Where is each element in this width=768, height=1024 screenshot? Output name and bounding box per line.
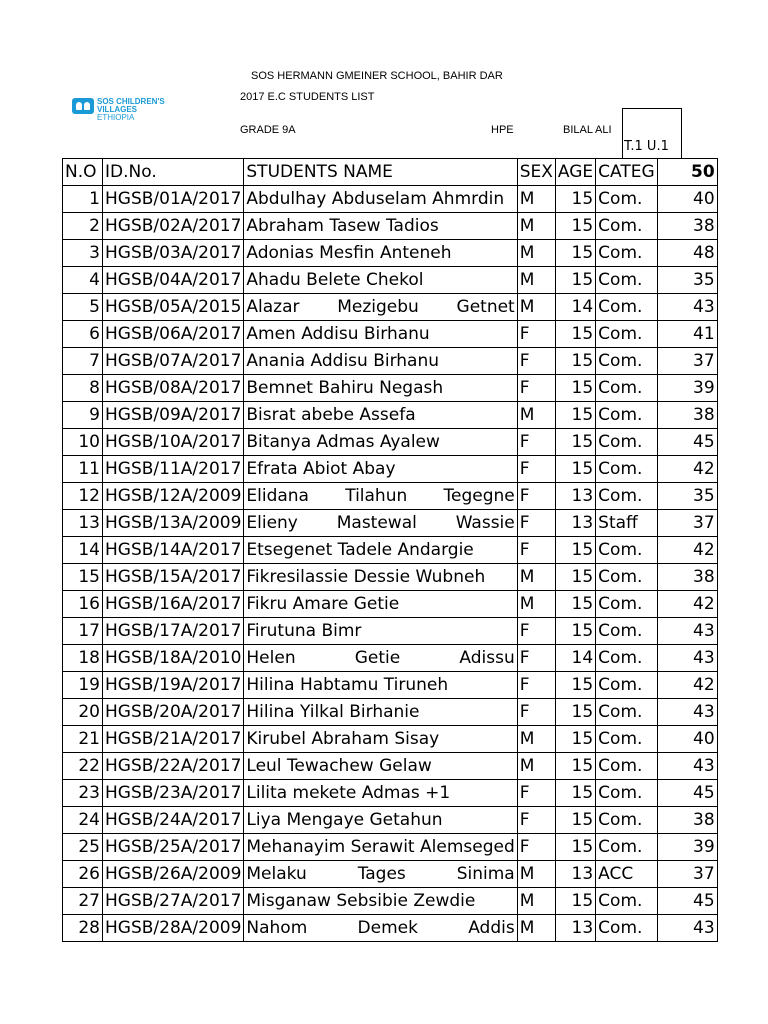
cell-id: HGSB/08A/2017 — [103, 375, 244, 402]
table-row — [63, 591, 718, 618]
cell-number: 14 — [63, 537, 103, 564]
cell-sex: F — [517, 321, 555, 348]
cell-score: 43 — [657, 915, 717, 942]
table-row — [63, 510, 718, 537]
cell-score: 42 — [657, 672, 717, 699]
cell-sex: M — [517, 213, 555, 240]
cell-score: 43 — [657, 294, 717, 321]
cell-student-name: Nahom Demek Addis — [244, 915, 517, 942]
table-header-row — [63, 159, 718, 186]
cell-score: 41 — [657, 321, 717, 348]
cell-student-name: Fikru Amare Getie — [244, 591, 517, 618]
cell-score: 37 — [657, 510, 717, 537]
cell-age: 15 — [555, 186, 595, 213]
cell-student-name: Elieny Mastewal Wassie — [244, 510, 517, 537]
cell-category: Com. — [596, 456, 657, 483]
cell-category: Com. — [596, 483, 657, 510]
cell-category: Com. — [596, 699, 657, 726]
cell-age: 15 — [555, 807, 595, 834]
cell-score: 42 — [657, 591, 717, 618]
cell-score: 35 — [657, 267, 717, 294]
cell-age: 15 — [555, 672, 595, 699]
logo-line-1: SOS CHILDREN'S — [97, 97, 165, 106]
cell-sex: M — [517, 294, 555, 321]
cell-score: 45 — [657, 429, 717, 456]
cell-number: 8 — [63, 375, 103, 402]
cell-student-name: Bisrat abebe Assefa — [244, 402, 517, 429]
cell-category: Com. — [596, 591, 657, 618]
cell-number: 22 — [63, 753, 103, 780]
column-header-category: CATEG — [596, 159, 657, 186]
cell-number: 4 — [63, 267, 103, 294]
cell-score: 48 — [657, 240, 717, 267]
cell-age: 15 — [555, 699, 595, 726]
cell-student-name: Lilita mekete Admas +1 — [244, 780, 517, 807]
table-row — [63, 618, 718, 645]
cell-age: 15 — [555, 456, 595, 483]
cell-student-name: Alazar Mezigebu Getnet — [244, 294, 517, 321]
cell-sex: F — [517, 618, 555, 645]
cell-number: 23 — [63, 780, 103, 807]
cell-id: HGSB/23A/2017 — [103, 780, 244, 807]
cell-number: 7 — [63, 348, 103, 375]
table-row — [63, 861, 718, 888]
cell-number: 24 — [63, 807, 103, 834]
cell-id: HGSB/07A/2017 — [103, 348, 244, 375]
cell-student-name: Hilina Habtamu Tiruneh — [244, 672, 517, 699]
cell-number: 21 — [63, 726, 103, 753]
cell-id: HGSB/26A/2009 — [103, 861, 244, 888]
list-title: 2017 E.C STUDENTS LIST — [240, 91, 375, 103]
cell-id: HGSB/27A/2017 — [103, 888, 244, 915]
cell-category: Com. — [596, 294, 657, 321]
column-header-number: N.O — [63, 159, 103, 186]
cell-age: 15 — [555, 834, 595, 861]
cell-id: HGSB/03A/2017 — [103, 240, 244, 267]
cell-score: 42 — [657, 537, 717, 564]
cell-category: Staff — [596, 510, 657, 537]
cell-age: 15 — [555, 753, 595, 780]
cell-student-name: Firutuna Bimr — [244, 618, 517, 645]
table-row — [63, 753, 718, 780]
cell-number: 28 — [63, 915, 103, 942]
cell-student-name: Hilina Yilkal Birhanie — [244, 699, 517, 726]
cell-sex: F — [517, 834, 555, 861]
cell-sex: F — [517, 483, 555, 510]
cell-number: 17 — [63, 618, 103, 645]
cell-age: 15 — [555, 537, 595, 564]
cell-id: HGSB/06A/2017 — [103, 321, 244, 348]
logo-line-2: VILLAGES — [97, 105, 138, 114]
grade-label: GRADE 9A — [240, 124, 296, 136]
cell-category: Com. — [596, 213, 657, 240]
cell-number: 20 — [63, 699, 103, 726]
cell-score: 38 — [657, 807, 717, 834]
cell-category: Com. — [596, 672, 657, 699]
cell-score: 38 — [657, 402, 717, 429]
cell-student-name: Abraham Tasew Tadios — [244, 213, 517, 240]
cell-age: 13 — [555, 861, 595, 888]
cell-sex: F — [517, 510, 555, 537]
cell-category: Com. — [596, 780, 657, 807]
cell-number: 16 — [63, 591, 103, 618]
cell-student-name: Leul Tewachew Gelaw — [244, 753, 517, 780]
cell-age: 15 — [555, 240, 595, 267]
cell-category: Com. — [596, 726, 657, 753]
table-row — [63, 564, 718, 591]
cell-id: HGSB/12A/2009 — [103, 483, 244, 510]
subject-label: HPE — [491, 124, 514, 136]
cell-student-name: Adonias Mesfin Anteneh — [244, 240, 517, 267]
cell-sex: M — [517, 564, 555, 591]
cell-sex: M — [517, 753, 555, 780]
cell-category: Com. — [596, 402, 657, 429]
cell-category: Com. — [596, 807, 657, 834]
table-row — [63, 213, 718, 240]
cell-id: HGSB/18A/2010 — [103, 645, 244, 672]
column-header-age: AGE — [555, 159, 595, 186]
cell-score: 38 — [657, 213, 717, 240]
cell-student-name: Elidana Tilahun Tegegne — [244, 483, 517, 510]
cell-score: 40 — [657, 186, 717, 213]
cell-category: Com. — [596, 888, 657, 915]
cell-score: 39 — [657, 375, 717, 402]
table-row — [63, 915, 718, 942]
cell-sex: F — [517, 699, 555, 726]
cell-student-name: Ahadu Belete Chekol — [244, 267, 517, 294]
cell-id: HGSB/09A/2017 — [103, 402, 244, 429]
cell-category: Com. — [596, 618, 657, 645]
cell-id: HGSB/28A/2009 — [103, 915, 244, 942]
cell-number: 2 — [63, 213, 103, 240]
cell-sex: F — [517, 429, 555, 456]
cell-score: 38 — [657, 564, 717, 591]
cell-age: 15 — [555, 888, 595, 915]
cell-age: 15 — [555, 213, 595, 240]
column-header-max-score: 50 — [657, 159, 717, 186]
cell-student-name: Mehanayim Serawit Alemseged — [244, 834, 517, 861]
cell-age: 15 — [555, 348, 595, 375]
cell-sex: F — [517, 348, 555, 375]
cell-student-name: Misganaw Sebsibie Zewdie — [244, 888, 517, 915]
cell-id: HGSB/05A/2015 — [103, 294, 244, 321]
cell-id: HGSB/21A/2017 — [103, 726, 244, 753]
table-row — [63, 645, 718, 672]
cell-sex: F — [517, 780, 555, 807]
cell-sex: F — [517, 456, 555, 483]
cell-age: 13 — [555, 483, 595, 510]
cell-id: HGSB/22A/2017 — [103, 753, 244, 780]
cell-sex: F — [517, 672, 555, 699]
cell-number: 19 — [63, 672, 103, 699]
cell-number: 10 — [63, 429, 103, 456]
cell-number: 5 — [63, 294, 103, 321]
cell-score: 43 — [657, 753, 717, 780]
cell-student-name: Abdulhay Abduselam Ahmrdin — [244, 186, 517, 213]
cell-category: Com. — [596, 429, 657, 456]
cell-category: ACC — [596, 861, 657, 888]
cell-sex: M — [517, 591, 555, 618]
cell-student-name: Melaku Tages Sinima — [244, 861, 517, 888]
column-header-sex: SEX — [517, 159, 555, 186]
cell-number: 13 — [63, 510, 103, 537]
cell-score: 43 — [657, 699, 717, 726]
sos-logo-icon — [72, 98, 94, 114]
cell-number: 3 — [63, 240, 103, 267]
cell-id: HGSB/15A/2017 — [103, 564, 244, 591]
cell-id: HGSB/01A/2017 — [103, 186, 244, 213]
cell-age: 15 — [555, 780, 595, 807]
cell-age: 15 — [555, 402, 595, 429]
cell-number: 25 — [63, 834, 103, 861]
cell-category: Com. — [596, 915, 657, 942]
table-row — [63, 807, 718, 834]
cell-sex: M — [517, 240, 555, 267]
cell-student-name: Amen Addisu Birhanu — [244, 321, 517, 348]
cell-score: 43 — [657, 618, 717, 645]
cell-score: 40 — [657, 726, 717, 753]
cell-age: 14 — [555, 294, 595, 321]
cell-age: 14 — [555, 645, 595, 672]
column-header-name: STUDENTS NAME — [244, 159, 517, 186]
score-column-label: T.1 U.1 — [624, 139, 669, 154]
cell-id: HGSB/24A/2017 — [103, 807, 244, 834]
column-header-id: ID.No. — [103, 159, 244, 186]
cell-sex: F — [517, 645, 555, 672]
cell-student-name: Bemnet Bahiru Negash — [244, 375, 517, 402]
cell-sex: M — [517, 267, 555, 294]
table-row — [63, 348, 718, 375]
cell-number: 6 — [63, 321, 103, 348]
cell-id: HGSB/02A/2017 — [103, 213, 244, 240]
cell-number: 12 — [63, 483, 103, 510]
cell-category: Com. — [596, 753, 657, 780]
cell-number: 18 — [63, 645, 103, 672]
table-row — [63, 672, 718, 699]
cell-student-name: Helen Getie Adissu — [244, 645, 517, 672]
cell-id: HGSB/19A/2017 — [103, 672, 244, 699]
table-row — [63, 834, 718, 861]
cell-student-name: Etsegenet Tadele Andargie — [244, 537, 517, 564]
table-row — [63, 402, 718, 429]
cell-student-name: Liya Mengaye Getahun — [244, 807, 517, 834]
cell-student-name: Bitanya Admas Ayalew — [244, 429, 517, 456]
teacher-name: BILAL ALI — [563, 124, 612, 136]
cell-student-name: Efrata Abiot Abay — [244, 456, 517, 483]
cell-score: 45 — [657, 780, 717, 807]
cell-id: HGSB/14A/2017 — [103, 537, 244, 564]
cell-age: 15 — [555, 726, 595, 753]
cell-score: 35 — [657, 483, 717, 510]
cell-category: Com. — [596, 564, 657, 591]
cell-score: 43 — [657, 645, 717, 672]
cell-sex: M — [517, 726, 555, 753]
cell-sex: M — [517, 888, 555, 915]
cell-id: HGSB/10A/2017 — [103, 429, 244, 456]
table-row — [63, 267, 718, 294]
table-row — [63, 186, 718, 213]
table-row — [63, 294, 718, 321]
cell-category: Com. — [596, 321, 657, 348]
cell-id: HGSB/11A/2017 — [103, 456, 244, 483]
cell-id: HGSB/17A/2017 — [103, 618, 244, 645]
cell-age: 13 — [555, 915, 595, 942]
cell-score: 37 — [657, 861, 717, 888]
cell-id: HGSB/20A/2017 — [103, 699, 244, 726]
table-row — [63, 429, 718, 456]
cell-sex: M — [517, 402, 555, 429]
cell-score: 45 — [657, 888, 717, 915]
table-row — [63, 456, 718, 483]
cell-age: 15 — [555, 321, 595, 348]
cell-sex: M — [517, 861, 555, 888]
school-name: SOS HERMANN GMEINER SCHOOL, BAHIR DAR — [251, 70, 503, 82]
cell-number: 9 — [63, 402, 103, 429]
cell-category: Com. — [596, 834, 657, 861]
cell-category: Com. — [596, 267, 657, 294]
table-row — [63, 888, 718, 915]
cell-score: 37 — [657, 348, 717, 375]
cell-score: 39 — [657, 834, 717, 861]
cell-id: HGSB/16A/2017 — [103, 591, 244, 618]
cell-category: Com. — [596, 186, 657, 213]
cell-score: 42 — [657, 456, 717, 483]
cell-age: 15 — [555, 429, 595, 456]
cell-age: 13 — [555, 510, 595, 537]
cell-category: Com. — [596, 645, 657, 672]
cell-id: HGSB/25A/2017 — [103, 834, 244, 861]
cell-student-name: Fikresilassie Dessie Wubneh — [244, 564, 517, 591]
cell-student-name: Kirubel Abraham Sisay — [244, 726, 517, 753]
cell-sex: F — [517, 807, 555, 834]
cell-number: 26 — [63, 861, 103, 888]
cell-age: 15 — [555, 591, 595, 618]
cell-id: HGSB/13A/2009 — [103, 510, 244, 537]
cell-age: 15 — [555, 564, 595, 591]
table-row — [63, 483, 718, 510]
cell-sex: F — [517, 537, 555, 564]
cell-category: Com. — [596, 375, 657, 402]
cell-age: 15 — [555, 618, 595, 645]
table-row — [63, 375, 718, 402]
table-row — [63, 726, 718, 753]
cell-number: 27 — [63, 888, 103, 915]
table-row — [63, 699, 718, 726]
table-row — [63, 780, 718, 807]
sos-childrens-villages-logo — [72, 96, 182, 126]
table-row — [63, 321, 718, 348]
students-table — [62, 158, 718, 942]
cell-id: HGSB/04A/2017 — [103, 267, 244, 294]
cell-number: 11 — [63, 456, 103, 483]
table-row — [63, 537, 718, 564]
cell-number: 1 — [63, 186, 103, 213]
table-row — [63, 240, 718, 267]
cell-sex: F — [517, 375, 555, 402]
cell-student-name: Anania Addisu Birhanu — [244, 348, 517, 375]
cell-category: Com. — [596, 348, 657, 375]
cell-sex: M — [517, 915, 555, 942]
cell-category: Com. — [596, 537, 657, 564]
cell-age: 15 — [555, 375, 595, 402]
logo-line-3: ETHIOPIA — [97, 113, 135, 122]
cell-sex: M — [517, 186, 555, 213]
cell-age: 15 — [555, 267, 595, 294]
cell-number: 15 — [63, 564, 103, 591]
cell-category: Com. — [596, 240, 657, 267]
